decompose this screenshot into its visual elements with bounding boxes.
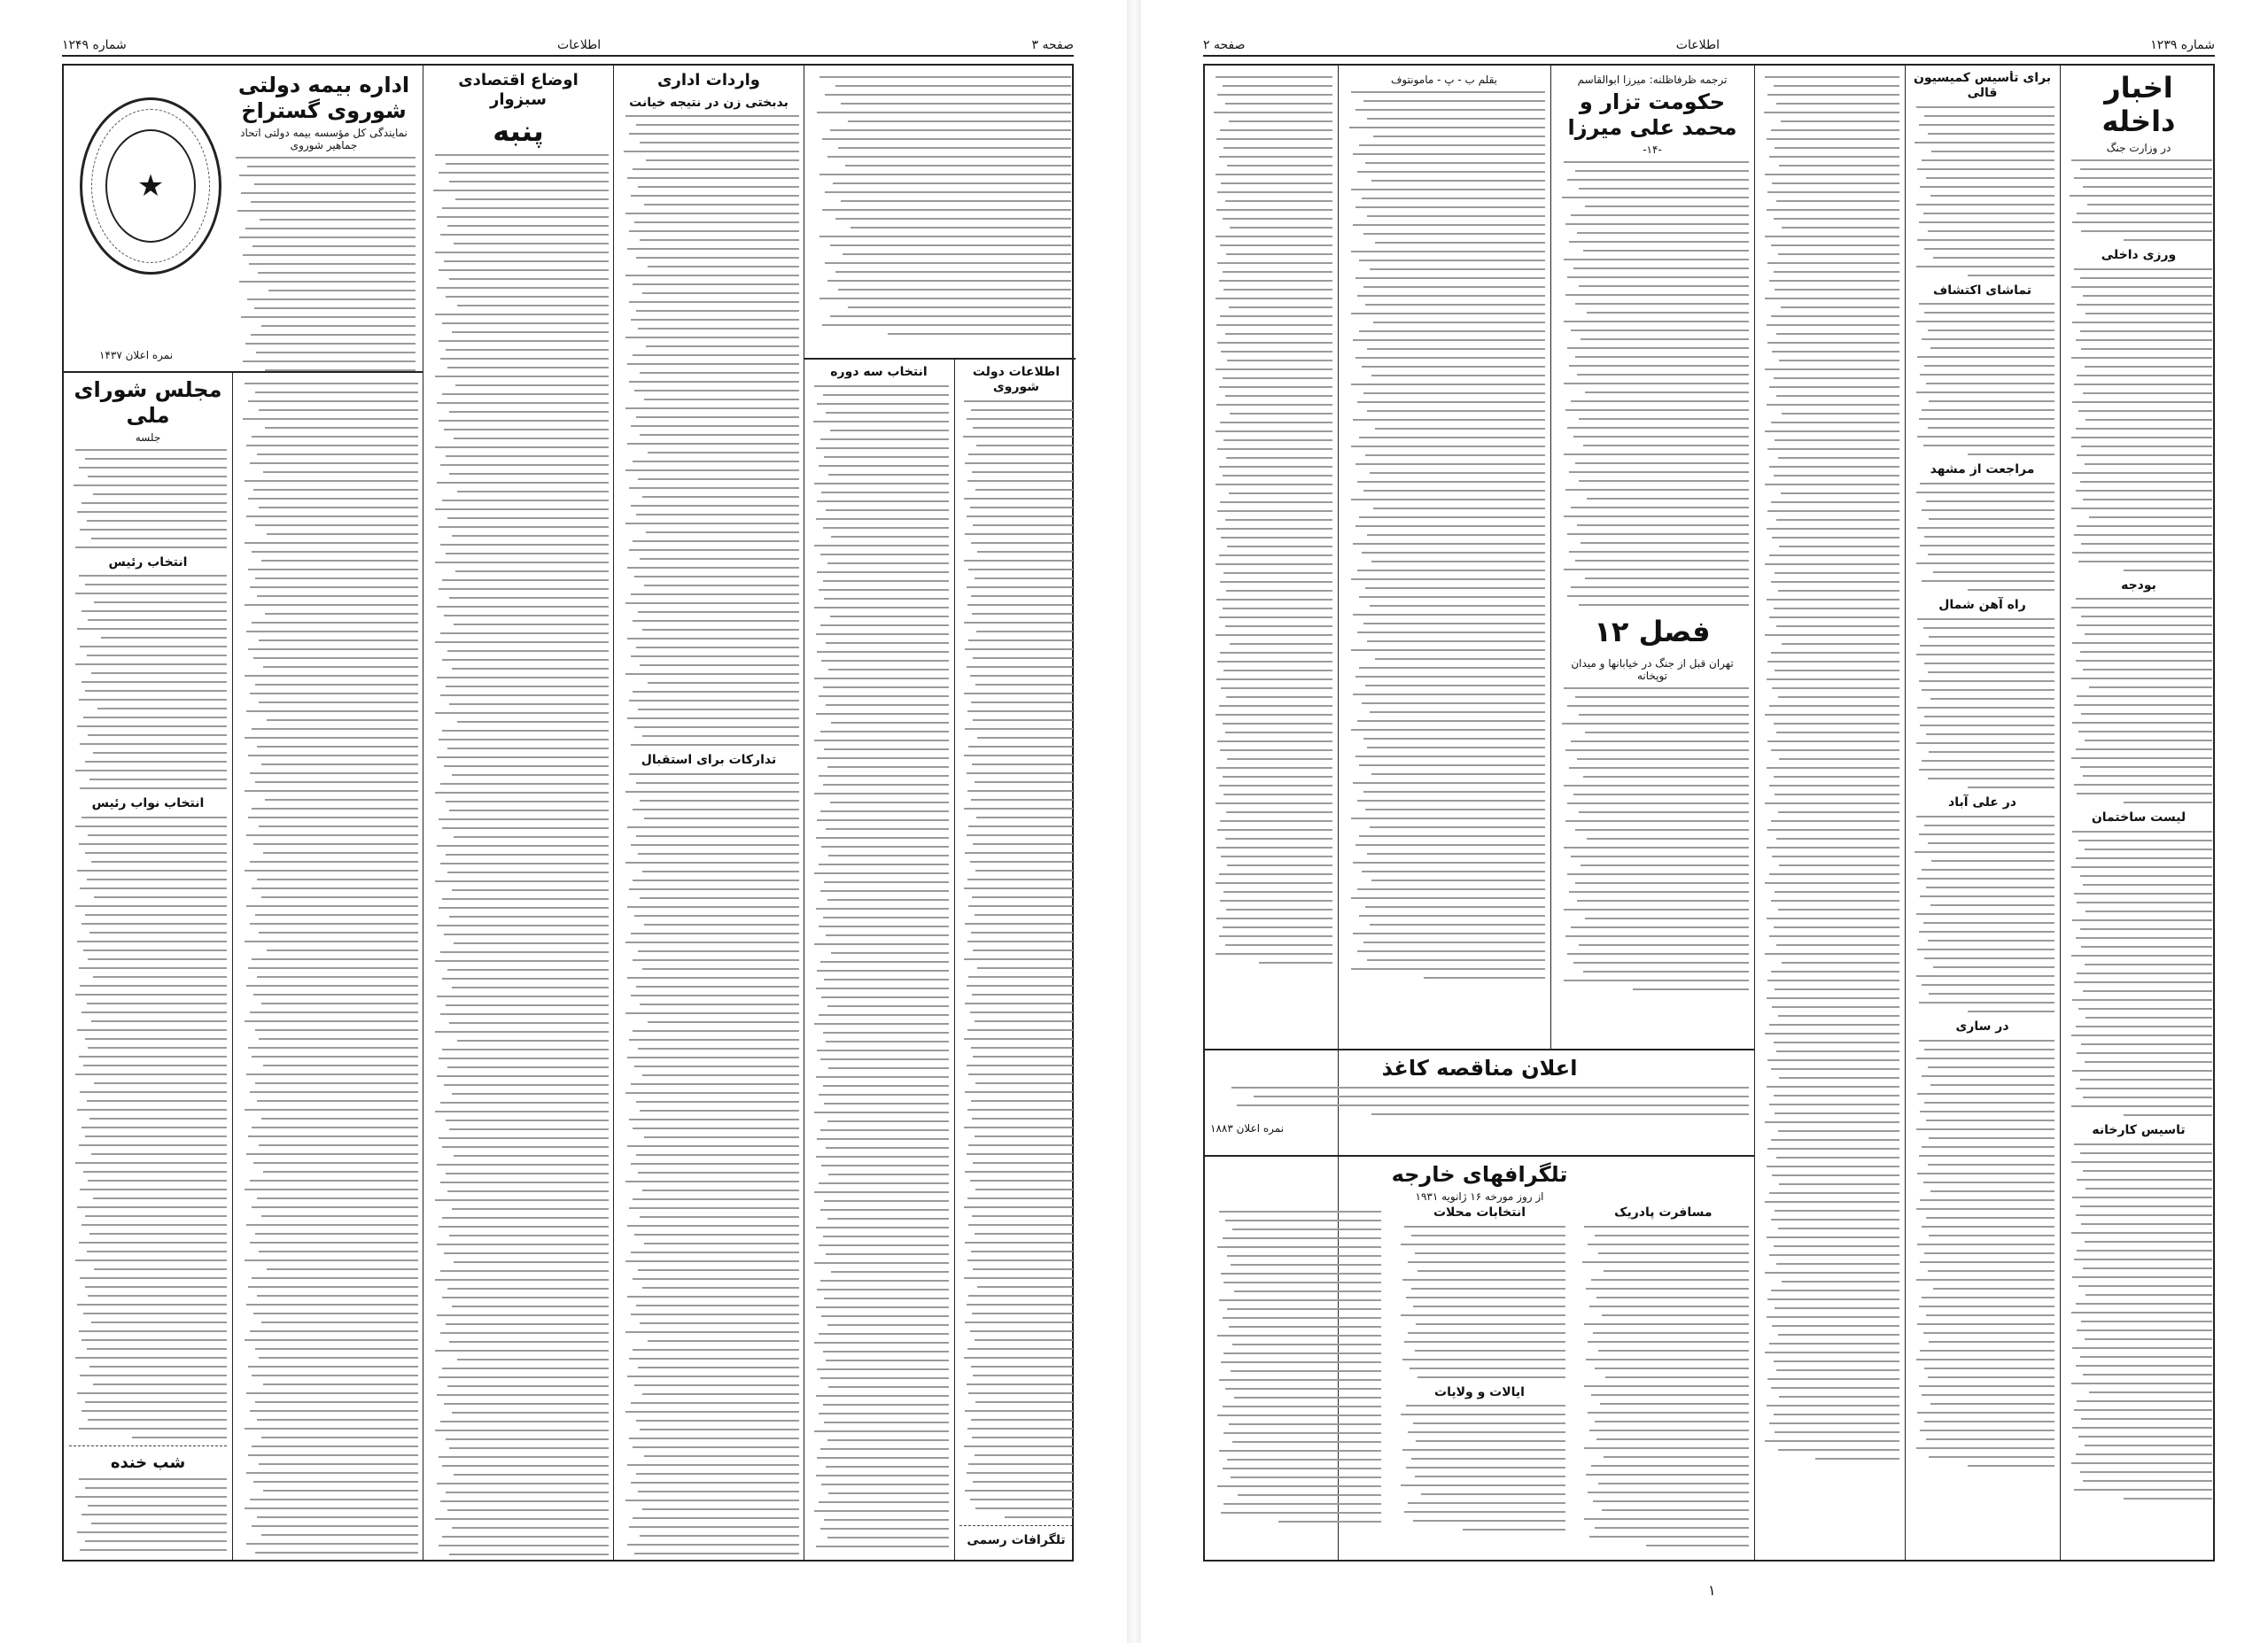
- majlis-section-heading: انتخاب رئیس: [108, 554, 188, 570]
- section-heading: بودجه: [2121, 577, 2156, 593]
- feature-byline: ترجمه ظرفاظلنه: میرزا ابوالقاسم: [1577, 74, 1728, 86]
- bottom-headline: تلگرافات رسمی: [967, 1532, 1066, 1547]
- imports-body-text: [618, 115, 799, 746]
- page-number: صفحه ۲: [1203, 38, 1246, 52]
- cables-date: از روز مورخه ۱۶ ژانویه ۱۹۳۱: [1415, 1190, 1544, 1203]
- section-rule: [804, 358, 1076, 360]
- joke-body-text: [69, 1478, 227, 1555]
- column-rule: [2060, 66, 2061, 1560]
- section-heading: در ساری: [1955, 1019, 2009, 1034]
- page-number: صفحه ۳: [1031, 38, 1074, 52]
- cables-headline: تلگرافهای خارجه: [1391, 1162, 1568, 1187]
- section-heading: در علی آباد: [1948, 794, 2016, 810]
- news-column-4: [618, 71, 799, 1559]
- domestic-news-column: [2065, 71, 2212, 1552]
- tender-headline: اعلان مناقصه کاغذ: [1381, 1056, 1578, 1081]
- majlis-headline: مجلس شورای ملی: [74, 377, 222, 428]
- paper-tender-notice: [1210, 1056, 1749, 1148]
- news-column-2: [237, 377, 418, 1555]
- imports-headline: بدبختی زن در نتیجه خیانت: [629, 95, 788, 110]
- cables-column: [1578, 1205, 1749, 1552]
- ad-body-text: [232, 157, 416, 371]
- paper-name: اطلاعات: [557, 38, 602, 52]
- majlis-subheadline: جلسه: [135, 430, 161, 444]
- economy-headline: پنبه: [493, 114, 544, 149]
- majlis-body-text: [69, 449, 227, 548]
- column-body-text: [1343, 91, 1545, 979]
- page-spine: [1127, 0, 1141, 1643]
- ad-notice-number: نمره اعلان ۱۴۳۷: [99, 349, 174, 361]
- domestic-news-subheadline: در وزارت جنگ: [2106, 141, 2171, 154]
- insurance-emblem: [80, 97, 221, 275]
- section-rule: [64, 371, 423, 373]
- column-body-text: [809, 76, 1071, 335]
- cables-section-heading: ایالات و ولایات: [1434, 1384, 1525, 1399]
- joke-headline: شب خنده: [110, 1453, 186, 1473]
- section-heading: تاسیس کارخانه: [2092, 1123, 2186, 1138]
- majlis-body-text: [69, 575, 227, 789]
- cables-section-heading: انتخابات محلات: [1433, 1205, 1526, 1220]
- column-rule: [613, 66, 614, 1560]
- column-rule: [1754, 66, 1755, 1560]
- foreign-cables-section: [1210, 1162, 1749, 1552]
- section-heading: راه آهن شمال: [1938, 598, 2026, 613]
- economy-body-text: [428, 154, 609, 1559]
- page-footer-mark: ۱: [1708, 1582, 1716, 1599]
- economy-kicker: اوضاع اقتصادی سبزوار: [458, 71, 579, 109]
- section-heading: مراجعت از مشهد: [1930, 462, 2035, 477]
- feature-headline: حکومت تزار و محمد علی میرزا: [1567, 89, 1737, 140]
- column-rule: [954, 358, 955, 1560]
- majlis-column: [69, 377, 227, 1555]
- column-body-text: [809, 385, 949, 1552]
- tender-notice-number: نمره اعلان ۱۸۸۳: [1210, 1121, 1285, 1135]
- section-heading: لیست ساختمان: [2091, 810, 2186, 825]
- ad-title: اداره بیمه دولتی شوروی گستراخ: [237, 73, 410, 123]
- soviet-info-section: [809, 71, 1071, 353]
- domestic-news-headline: اخبار داخله: [2101, 71, 2176, 139]
- middle-body-text: [618, 773, 799, 1559]
- column-rule: [1550, 66, 1551, 1049]
- news-column-r1: [1210, 71, 1332, 1041]
- insurance-advertisement: [64, 66, 423, 371]
- ad-subtitle: نمایندگی کل مؤسسه بیمه دولتی اتحاد جماهیر شوروی: [240, 126, 408, 151]
- column-body-text: [237, 383, 418, 1555]
- feature-column-left: [1343, 71, 1545, 1041]
- newspaper-page-left: [0, 0, 1127, 1643]
- feature-byline-right: بقلم ب - پ - مامونتوف: [1390, 74, 1497, 86]
- chapter-banner: فصل ۱۲: [1594, 614, 1711, 648]
- cables-column: [1394, 1205, 1565, 1552]
- cables-section-heading: مسافرت پادریک: [1614, 1205, 1713, 1220]
- chapter-subtitle: تهران قبل از جنگ در خیابانها و میدان توپخانه: [1571, 656, 1734, 682]
- feature-part: -۱۴-: [1643, 143, 1662, 156]
- page-header: [1203, 30, 2215, 57]
- column-rule: [232, 371, 233, 1560]
- feature-body-text: [1556, 161, 1749, 606]
- column-body-text: [1210, 76, 1332, 964]
- middle-section-heading: انتخاب سه دوره: [830, 365, 928, 379]
- newspaper-page-right: [1141, 0, 2268, 1643]
- feature-body-text: [1556, 687, 1749, 990]
- news-column-r4: [1759, 71, 1899, 1552]
- section-heading: تماشای اکتشاف: [1932, 283, 2032, 298]
- section-heading: ورزی داخلی: [2101, 247, 2177, 262]
- section-rule: [1205, 1049, 1754, 1050]
- column-body-text: [959, 400, 1073, 1518]
- column-rule: [1905, 66, 1906, 1560]
- news-column-r5: [1910, 71, 2054, 1552]
- middle-section-heading: تدارکات برای استقبال: [641, 753, 777, 768]
- page-frame: [62, 64, 1074, 1562]
- majlis-section-heading: انتخاب نواب رئیس: [91, 796, 205, 811]
- imports-kicker: واردات اداری: [657, 71, 760, 89]
- section-heading: برای تأسیس کمیسیون قالی: [1913, 71, 2052, 100]
- tender-body-text: [1210, 1087, 1749, 1115]
- news-column-6: [959, 365, 1073, 1552]
- news-column-3: [428, 71, 609, 1559]
- issue-number: شماره ۱۲۴۹: [62, 38, 127, 52]
- cables-column: [1210, 1205, 1381, 1552]
- section-rule: [1205, 1155, 1754, 1157]
- issue-number: شماره ۱۲۳۹: [2150, 38, 2215, 52]
- page-header: [62, 30, 1074, 57]
- news-column-5: [809, 365, 949, 1552]
- column-body-text: [1759, 76, 1899, 1460]
- star-icon: ★: [105, 129, 196, 243]
- majlis-body-text: [69, 817, 227, 1438]
- soviet-info-headline: اطلاعات دولت شوروی: [972, 365, 1060, 394]
- page-frame: [1203, 64, 2215, 1562]
- paper-name: اطلاعات: [1675, 38, 1720, 52]
- feature-column-right: [1556, 71, 1749, 1041]
